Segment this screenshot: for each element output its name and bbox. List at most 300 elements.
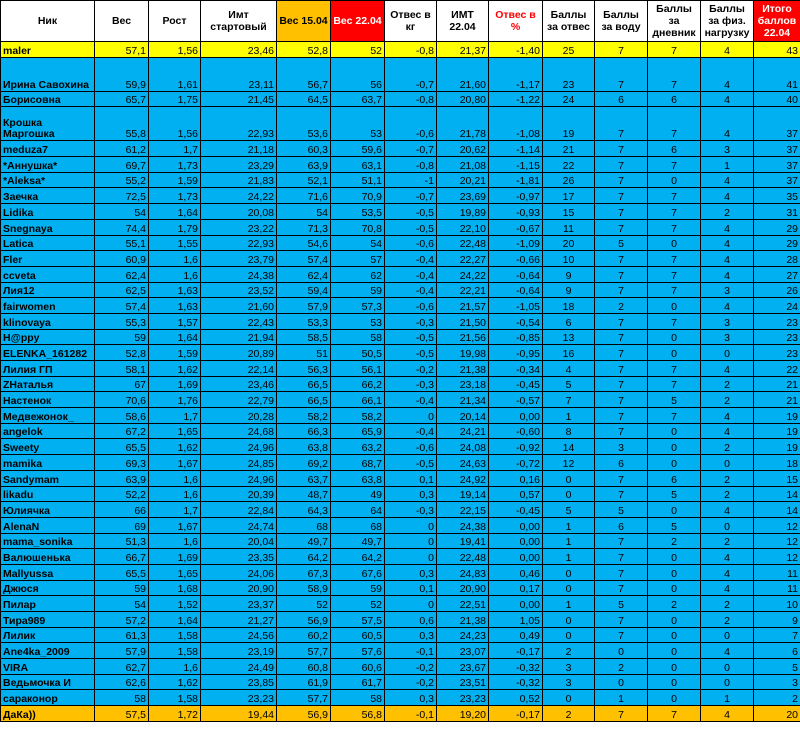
header-weight-15-04: Вес 15.04	[277, 1, 331, 42]
points-water-cell: 7	[595, 376, 648, 392]
total-points-cell: 12	[754, 533, 800, 549]
table-row	[1, 204, 800, 220]
weight-15-04-cell: 66,3	[277, 423, 331, 439]
nick-cell: H@ppy	[1, 329, 95, 345]
bmi-start-cell: 21,27	[201, 612, 277, 628]
points-loss-cell: 26	[543, 172, 595, 188]
height-cell: 1,56	[149, 42, 201, 58]
loss-kg-cell: -0,8	[385, 91, 437, 107]
height-cell: 1,67	[149, 455, 201, 471]
weight-cell: 66	[95, 502, 149, 518]
table-row	[1, 627, 800, 643]
height-cell: 1,6	[149, 251, 201, 267]
points-exercise-cell: 3	[701, 282, 754, 298]
bmi-start-cell: 21,83	[201, 172, 277, 188]
loss-kg-cell: -0,5	[385, 204, 437, 220]
weight-cell: 69,3	[95, 455, 149, 471]
points-diary-cell: 5	[648, 517, 701, 533]
weight-22-04-cell: 63,1	[331, 157, 385, 173]
loss-percent-cell: 0,00	[489, 408, 543, 424]
points-loss-cell: 5	[543, 502, 595, 518]
weight-22-04-cell: 53	[331, 107, 385, 141]
points-water-cell: 7	[595, 423, 648, 439]
table-body	[1, 42, 800, 722]
weight-15-04-cell: 53,6	[277, 107, 331, 141]
nick-cell: Юлиячка	[1, 502, 95, 518]
table-row	[1, 298, 800, 314]
points-water-cell: 7	[595, 533, 648, 549]
bmi-start-cell: 20,89	[201, 345, 277, 361]
nick-cell: *Aleksa*	[1, 172, 95, 188]
points-exercise-cell: 4	[701, 706, 754, 722]
bmi-start-cell: 23,23	[201, 690, 277, 706]
points-exercise-cell: 4	[701, 580, 754, 596]
nick-cell: Sweety	[1, 439, 95, 455]
total-points-cell: 40	[754, 91, 800, 107]
header-loss-percent: Отвес в %	[489, 1, 543, 42]
loss-kg-cell: 0	[385, 596, 437, 612]
weight-22-04-cell: 58	[331, 690, 385, 706]
points-exercise-cell: 4	[701, 298, 754, 314]
loss-kg-cell: 0,1	[385, 470, 437, 486]
weight-15-04-cell: 49,7	[277, 533, 331, 549]
total-points-cell: 23	[754, 313, 800, 329]
bmi-22-04-cell: 24,21	[437, 423, 489, 439]
weight-15-04-cell: 56,9	[277, 612, 331, 628]
bmi-start-cell: 24,68	[201, 423, 277, 439]
height-cell: 1,7	[149, 502, 201, 518]
bmi-start-cell: 21,94	[201, 329, 277, 345]
points-exercise-cell: 4	[701, 408, 754, 424]
nick-cell: Лилик	[1, 627, 95, 643]
nick-cell: Sandymam	[1, 470, 95, 486]
bmi-start-cell: 23,37	[201, 596, 277, 612]
points-exercise-cell: 4	[701, 549, 754, 565]
loss-percent-cell: -0,67	[489, 219, 543, 235]
weight-15-04-cell: 56,3	[277, 361, 331, 377]
points-water-cell: 7	[595, 313, 648, 329]
points-diary-cell: 2	[648, 533, 701, 549]
weight-22-04-cell: 50,5	[331, 345, 385, 361]
points-water-cell: 5	[595, 235, 648, 251]
points-water-cell: 3	[595, 439, 648, 455]
points-exercise-cell: 4	[701, 423, 754, 439]
nick-cell: VIRA	[1, 659, 95, 675]
weight-22-04-cell: 65,9	[331, 423, 385, 439]
height-cell: 1,69	[149, 549, 201, 565]
points-loss-cell: 10	[543, 251, 595, 267]
total-points-cell: 37	[754, 172, 800, 188]
table-row	[1, 251, 800, 267]
header-points-water: Баллы за воду	[595, 1, 648, 42]
nick-cell: fairwomen	[1, 298, 95, 314]
height-cell: 1,6	[149, 266, 201, 282]
table-row	[1, 392, 800, 408]
bmi-start-cell: 20,08	[201, 204, 277, 220]
points-exercise-cell: 0	[701, 517, 754, 533]
nick-cell: ZHаталья	[1, 376, 95, 392]
total-points-cell: 15	[754, 470, 800, 486]
nick-cell: maler	[1, 42, 95, 58]
nick-cell: meduza7	[1, 141, 95, 157]
bmi-start-cell: 21,18	[201, 141, 277, 157]
total-points-cell: 21	[754, 392, 800, 408]
points-exercise-cell: 2	[701, 470, 754, 486]
weight-cell: 62,4	[95, 266, 149, 282]
loss-kg-cell: -0,7	[385, 188, 437, 204]
loss-percent-cell: 0,00	[489, 596, 543, 612]
points-water-cell: 7	[595, 361, 648, 377]
loss-kg-cell: -0,8	[385, 157, 437, 173]
bmi-22-04-cell: 19,20	[437, 706, 489, 722]
weight-15-04-cell: 57,4	[277, 251, 331, 267]
height-cell: 1,72	[149, 706, 201, 722]
height-cell: 1,52	[149, 596, 201, 612]
loss-kg-cell: -0,3	[385, 313, 437, 329]
points-loss-cell: 24	[543, 91, 595, 107]
loss-kg-cell: -0,5	[385, 345, 437, 361]
weight-22-04-cell: 54	[331, 235, 385, 251]
bmi-22-04-cell: 22,48	[437, 549, 489, 565]
points-water-cell: 7	[595, 204, 648, 220]
nick-cell: *Аннушка*	[1, 157, 95, 173]
table-row	[1, 219, 800, 235]
points-diary-cell: 6	[648, 141, 701, 157]
weight-15-04-cell: 62,4	[277, 266, 331, 282]
points-diary-cell: 7	[648, 706, 701, 722]
weight-cell: 58,6	[95, 408, 149, 424]
bmi-start-cell: 23,79	[201, 251, 277, 267]
weight-15-04-cell: 64,5	[277, 91, 331, 107]
loss-percent-cell: 0,49	[489, 627, 543, 643]
height-cell: 1,76	[149, 392, 201, 408]
points-diary-cell: 0	[648, 345, 701, 361]
height-cell: 1,64	[149, 612, 201, 628]
bmi-22-04-cell: 22,15	[437, 502, 489, 518]
loss-percent-cell: -0,72	[489, 455, 543, 471]
nick-cell: Борисовна	[1, 91, 95, 107]
nick-cell: Ирина Савохина	[1, 57, 95, 91]
points-exercise-cell: 0	[701, 674, 754, 690]
bmi-22-04-cell: 21,38	[437, 612, 489, 628]
points-loss-cell: 20	[543, 235, 595, 251]
weight-15-04-cell: 63,7	[277, 470, 331, 486]
table-row	[1, 188, 800, 204]
table-row	[1, 361, 800, 377]
weight-22-04-cell: 57,5	[331, 612, 385, 628]
weight-22-04-cell: 52	[331, 596, 385, 612]
weight-15-04-cell: 63,9	[277, 157, 331, 173]
weight-15-04-cell: 57,7	[277, 643, 331, 659]
total-points-cell: 37	[754, 157, 800, 173]
weight-15-04-cell: 54	[277, 204, 331, 220]
bmi-22-04-cell: 21,60	[437, 57, 489, 91]
points-diary-cell: 6	[648, 91, 701, 107]
points-loss-cell: 11	[543, 219, 595, 235]
points-exercise-cell: 4	[701, 564, 754, 580]
bmi-22-04-cell: 19,41	[437, 533, 489, 549]
weight-cell: 65,5	[95, 564, 149, 580]
header-row	[1, 1, 800, 42]
loss-percent-cell: -0,17	[489, 643, 543, 659]
table-row	[1, 329, 800, 345]
table-row	[1, 313, 800, 329]
bmi-start-cell: 23,52	[201, 282, 277, 298]
points-water-cell: 2	[595, 298, 648, 314]
weight-cell: 62,5	[95, 282, 149, 298]
points-exercise-cell: 1	[701, 157, 754, 173]
total-points-cell: 11	[754, 564, 800, 580]
weight-cell: 52,2	[95, 486, 149, 502]
table-row	[1, 517, 800, 533]
weight-cell: 74,4	[95, 219, 149, 235]
table-row	[1, 235, 800, 251]
loss-kg-cell: -0,7	[385, 57, 437, 91]
table-row	[1, 612, 800, 628]
loss-kg-cell: 0,1	[385, 580, 437, 596]
height-cell: 1,62	[149, 674, 201, 690]
height-cell: 1,63	[149, 298, 201, 314]
weight-15-04-cell: 57,7	[277, 690, 331, 706]
loss-kg-cell: 0,3	[385, 486, 437, 502]
points-diary-cell: 0	[648, 423, 701, 439]
weight-22-04-cell: 53,5	[331, 204, 385, 220]
weight-15-04-cell: 71,3	[277, 219, 331, 235]
loss-kg-cell: -0,6	[385, 298, 437, 314]
total-points-cell: 31	[754, 204, 800, 220]
loss-kg-cell: -0,2	[385, 674, 437, 690]
weight-22-04-cell: 57,3	[331, 298, 385, 314]
table-row	[1, 580, 800, 596]
points-exercise-cell: 4	[701, 502, 754, 518]
points-water-cell: 6	[595, 517, 648, 533]
bmi-start-cell: 24,38	[201, 266, 277, 282]
points-diary-cell: 7	[648, 266, 701, 282]
points-loss-cell: 21	[543, 141, 595, 157]
bmi-22-04-cell: 20,62	[437, 141, 489, 157]
points-loss-cell: 1	[543, 549, 595, 565]
points-water-cell: 7	[595, 282, 648, 298]
loss-kg-cell: 0	[385, 408, 437, 424]
loss-percent-cell: -0,57	[489, 392, 543, 408]
loss-percent-cell: 0,00	[489, 533, 543, 549]
weight-cell: 69	[95, 517, 149, 533]
weight-15-04-cell: 69,2	[277, 455, 331, 471]
bmi-22-04-cell: 23,69	[437, 188, 489, 204]
loss-kg-cell: -0,5	[385, 455, 437, 471]
points-diary-cell: 0	[648, 455, 701, 471]
points-loss-cell: 0	[543, 580, 595, 596]
table-row	[1, 470, 800, 486]
height-cell: 1,61	[149, 57, 201, 91]
loss-percent-cell: -0,32	[489, 659, 543, 675]
weight-cell: 59	[95, 580, 149, 596]
weight-22-04-cell: 57	[331, 251, 385, 267]
header-nick: Ник	[1, 1, 95, 42]
loss-percent-cell: -0,85	[489, 329, 543, 345]
weight-22-04-cell: 61,7	[331, 674, 385, 690]
points-water-cell: 5	[595, 596, 648, 612]
table-row	[1, 423, 800, 439]
bmi-start-cell: 23,11	[201, 57, 277, 91]
bmi-22-04-cell: 24,22	[437, 266, 489, 282]
total-points-cell: 12	[754, 517, 800, 533]
total-points-cell: 23	[754, 329, 800, 345]
loss-kg-cell: 0	[385, 517, 437, 533]
loss-percent-cell: -0,54	[489, 313, 543, 329]
bmi-22-04-cell: 23,23	[437, 690, 489, 706]
bmi-start-cell: 24,56	[201, 627, 277, 643]
weight-22-04-cell: 62	[331, 266, 385, 282]
total-points-cell: 14	[754, 502, 800, 518]
points-loss-cell: 23	[543, 57, 595, 91]
weight-15-04-cell: 64,3	[277, 502, 331, 518]
loss-percent-cell: -0,45	[489, 376, 543, 392]
bmi-22-04-cell: 21,78	[437, 107, 489, 141]
table-row	[1, 345, 800, 361]
weight-22-04-cell: 66,2	[331, 376, 385, 392]
bmi-22-04-cell: 23,67	[437, 659, 489, 675]
loss-percent-cell: -0,60	[489, 423, 543, 439]
bmi-22-04-cell: 19,89	[437, 204, 489, 220]
weight-22-04-cell: 58,2	[331, 408, 385, 424]
bmi-start-cell: 20,28	[201, 408, 277, 424]
points-loss-cell: 14	[543, 439, 595, 455]
weight-15-04-cell: 60,8	[277, 659, 331, 675]
bmi-22-04-cell: 22,27	[437, 251, 489, 267]
bmi-start-cell: 24,49	[201, 659, 277, 675]
loss-percent-cell: -0,32	[489, 674, 543, 690]
bmi-start-cell: 22,93	[201, 235, 277, 251]
weight-15-04-cell: 58,2	[277, 408, 331, 424]
nick-cell: Валюшенька	[1, 549, 95, 565]
height-cell: 1,57	[149, 313, 201, 329]
loss-percent-cell: -1,40	[489, 42, 543, 58]
bmi-22-04-cell: 22,21	[437, 282, 489, 298]
points-exercise-cell: 3	[701, 141, 754, 157]
weight-22-04-cell: 68,7	[331, 455, 385, 471]
weight-cell: 57,1	[95, 42, 149, 58]
loss-percent-cell: 1,05	[489, 612, 543, 628]
bmi-22-04-cell: 24,23	[437, 627, 489, 643]
table-row	[1, 376, 800, 392]
weight-15-04-cell: 53,3	[277, 313, 331, 329]
points-loss-cell: 5	[543, 376, 595, 392]
header-points-diary: Баллы за дневник	[648, 1, 701, 42]
loss-kg-cell: 0,3	[385, 564, 437, 580]
loss-percent-cell: -1,22	[489, 91, 543, 107]
total-points-cell: 29	[754, 219, 800, 235]
points-exercise-cell: 4	[701, 107, 754, 141]
total-points-cell: 18	[754, 455, 800, 471]
height-cell: 1,73	[149, 188, 201, 204]
total-points-cell: 14	[754, 486, 800, 502]
loss-kg-cell: 0,3	[385, 627, 437, 643]
points-diary-cell: 0	[648, 643, 701, 659]
total-points-cell: 23	[754, 345, 800, 361]
weight-22-04-cell: 56	[331, 57, 385, 91]
loss-kg-cell: -0,2	[385, 361, 437, 377]
bmi-22-04-cell: 21,56	[437, 329, 489, 345]
loss-percent-cell: -0,66	[489, 251, 543, 267]
weight-cell: 55,3	[95, 313, 149, 329]
loss-percent-cell: 0,00	[489, 517, 543, 533]
loss-kg-cell: -0,5	[385, 219, 437, 235]
height-cell: 1,7	[149, 408, 201, 424]
bmi-start-cell: 23,35	[201, 549, 277, 565]
points-exercise-cell: 4	[701, 91, 754, 107]
points-water-cell: 0	[595, 643, 648, 659]
weight-cell: 60,9	[95, 251, 149, 267]
loss-percent-cell: -0,92	[489, 439, 543, 455]
loss-kg-cell: 0	[385, 533, 437, 549]
nick-cell: likadu	[1, 486, 95, 502]
height-cell: 1,58	[149, 643, 201, 659]
weight-cell: 57,4	[95, 298, 149, 314]
points-diary-cell: 0	[648, 690, 701, 706]
bmi-start-cell: 24,22	[201, 188, 277, 204]
height-cell: 1,58	[149, 627, 201, 643]
weight-15-04-cell: 54,6	[277, 235, 331, 251]
weight-22-04-cell: 57,6	[331, 643, 385, 659]
bmi-start-cell: 22,14	[201, 361, 277, 377]
weight-15-04-cell: 48,7	[277, 486, 331, 502]
table-row	[1, 549, 800, 565]
points-exercise-cell: 2	[701, 486, 754, 502]
height-cell: 1,6	[149, 486, 201, 502]
height-cell: 1,73	[149, 157, 201, 173]
weight-cell: 67,2	[95, 423, 149, 439]
points-water-cell: 7	[595, 157, 648, 173]
height-cell: 1,6	[149, 470, 201, 486]
weight-22-04-cell: 56,8	[331, 706, 385, 722]
points-diary-cell: 7	[648, 57, 701, 91]
bmi-start-cell: 24,96	[201, 439, 277, 455]
points-exercise-cell: 0	[701, 627, 754, 643]
header-loss-kg: Отвес в кг	[385, 1, 437, 42]
height-cell: 1,69	[149, 376, 201, 392]
bmi-22-04-cell: 21,37	[437, 42, 489, 58]
weight-cell: 65,7	[95, 91, 149, 107]
points-exercise-cell: 4	[701, 643, 754, 659]
points-exercise-cell: 4	[701, 42, 754, 58]
weight-cell: 58,1	[95, 361, 149, 377]
bmi-22-04-cell: 19,14	[437, 486, 489, 502]
weight-22-04-cell: 56,1	[331, 361, 385, 377]
nick-cell: Лилия ГП	[1, 361, 95, 377]
weight-cell: 57,2	[95, 612, 149, 628]
weight-cell: 54	[95, 204, 149, 220]
bmi-22-04-cell: 22,51	[437, 596, 489, 612]
points-diary-cell: 0	[648, 329, 701, 345]
points-diary-cell: 7	[648, 376, 701, 392]
table-row	[1, 157, 800, 173]
weight-cell: 55,2	[95, 172, 149, 188]
weight-22-04-cell: 59,6	[331, 141, 385, 157]
header-points-loss: Баллы за отвес	[543, 1, 595, 42]
bmi-22-04-cell: 21,08	[437, 157, 489, 173]
points-loss-cell: 6	[543, 313, 595, 329]
loss-kg-cell: -0,2	[385, 659, 437, 675]
weight-15-04-cell: 52	[277, 596, 331, 612]
height-cell: 1,64	[149, 329, 201, 345]
height-cell: 1,55	[149, 235, 201, 251]
weight-22-04-cell: 60,6	[331, 659, 385, 675]
points-loss-cell: 12	[543, 455, 595, 471]
table-row	[1, 439, 800, 455]
points-water-cell: 7	[595, 392, 648, 408]
total-points-cell: 37	[754, 107, 800, 141]
